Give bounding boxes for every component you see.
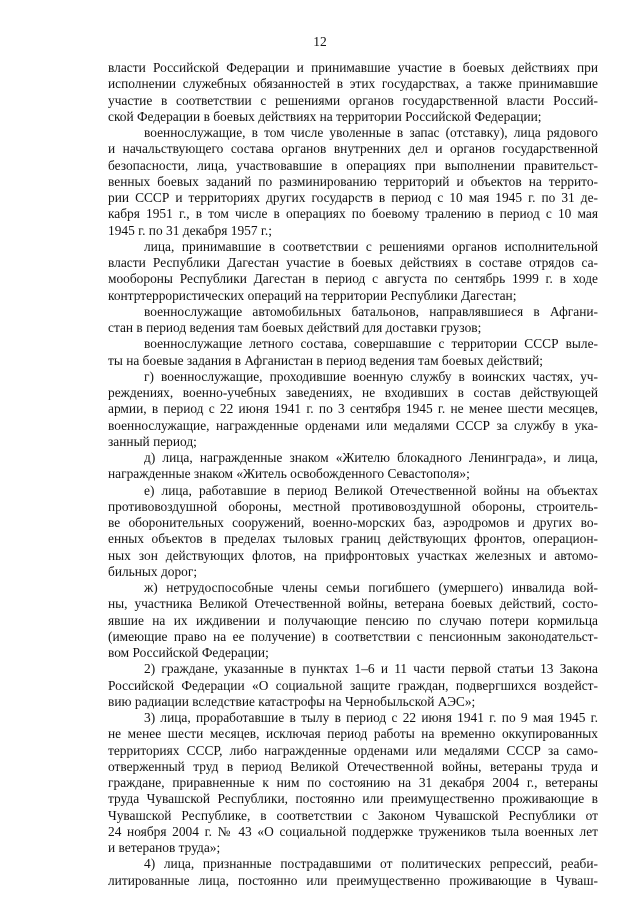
- text-line: награжденные знаком «Житель освобожденного Севастополя»;: [108, 466, 470, 482]
- text-line: ты на боевые задания в Афганистан в период ведения там боевых действий;: [108, 352, 543, 368]
- text-line: реждениях, военно-учебных заведениях, не входивших в состав действующей: [108, 385, 598, 400]
- text-line: е) лица, работавшие в период Великой Отечественной войны на объектах: [144, 482, 598, 498]
- text-line: 2) граждане, указанные в пунктах 1–6 и 11 части первой статьи 13 Закона: [144, 661, 598, 677]
- text-line: армии, в период с 22 июня 1941 г. по 3 сентября 1945 г. не менее шести месяцев,: [108, 401, 598, 417]
- body-text: [108, 60, 598, 889]
- text-line: власти Российской Федерации и принимавшие участие в боевых действиях при: [108, 60, 598, 75]
- text-line: Российской Федерации «О социальной защите граждан, подвергшихся воздейст-: [108, 677, 598, 693]
- text-line: (имеющие право на ее получение) в соответствии с пенсионным законодательст-: [108, 628, 598, 644]
- text-line: мообороны Республики Дагестан в период с августа по сентябрь 1999 г. в ходе: [108, 271, 598, 287]
- text-line: территориях СССР, либо награжденные орденами или медалями СССР за само-: [108, 742, 598, 758]
- text-line: военнослужащие летного состава, совершавшие с территории СССР выле-: [144, 336, 598, 352]
- text-line: военнослужащие, в том числе уволенные в запас (отставку), лица рядового: [144, 125, 598, 140]
- text-line: вию радиации вследствие катастрофы на Чернобыльской АЭС»;: [108, 693, 476, 709]
- text-line: д) лица, награжденные знаком «Жителю блокадного Ленинграда», и лица,: [144, 450, 598, 465]
- text-line: и начальствующего состава органов внутренних дел и органов государственной: [108, 141, 598, 157]
- text-line: безопасности, лица, участвовавшие в операциях при выполнении правительст-: [108, 157, 598, 173]
- text-line: и ветеранов труда»;: [108, 840, 221, 855]
- text-line: 24 ноября 2004 г. № 43 «О социальной поддержке тружеников тыла военных лет: [108, 823, 598, 839]
- text-line: ны, участника Великой Отечественной войны, ветерана боевых действий, состо-: [108, 596, 598, 612]
- text-line: труда Чувашской Республики, постоянно или преимущественно проживающие в: [108, 791, 598, 807]
- text-line: противовоздушной обороны, местной противовоздушной обороны, строитель-: [108, 498, 598, 514]
- text-line: вом Российской Федерации;: [108, 645, 269, 660]
- text-line: граждане, приравненные к ним по состоянию на 31 декабря 2004 г., ветераны: [108, 775, 598, 790]
- text-line: венных боевых заданий по разминированию территорий и объектов на террито-: [108, 173, 598, 189]
- text-line: участие в соответствии с решениями органов государственной власти Россий-: [108, 92, 598, 108]
- text-line: енных объектов в пределах тыловых границ действующих фронтов, операцион-: [108, 531, 598, 547]
- text-line: 3) лица, проработавшие в тылу в период с 22 июня 1941 г. по 9 мая 1945 г.: [144, 710, 598, 725]
- text-line: кабря 1951 г., в том числе в операциях по боевому тралению в период с 10 мая: [108, 206, 598, 222]
- text-line: бильных дорог;: [108, 563, 198, 579]
- text-line: 4) лица, признанные пострадавшими от политических репрессий, реаби-: [144, 856, 598, 872]
- text-line: рии СССР и территориях других государств в период с 10 мая 1945 г. по 31 де-: [108, 190, 598, 205]
- text-line: ве оборонительных сооружений, военно-морских баз, аэродромов и других во-: [108, 515, 598, 530]
- text-line: военнослужащие автомобильных батальонов, направлявшиеся в Афгани-: [144, 303, 598, 319]
- text-line: власти Республики Дагестан участие в боевых действиях в составе отрядов са-: [108, 255, 598, 270]
- page-number: 12: [313, 34, 327, 49]
- text-line: ской Федерации в боевых действиях на территории Российской Федерации;: [108, 108, 542, 124]
- text-line: 1945 г. по 31 декабря 1957 г.;: [108, 222, 272, 238]
- text-line: Чувашской Республике, в соответствии с Законом Чувашской Республики от: [108, 807, 598, 823]
- text-line: контртеррористических операций на территории Республики Дагестан;: [108, 287, 517, 303]
- text-line: занный период;: [108, 433, 197, 449]
- text-line: литированные лица, постоянно или преимущественно проживающие в Чуваш-: [108, 872, 598, 888]
- text-line: отверженный труд в период Великой Отечественной войны, ветераны труда и: [108, 758, 598, 774]
- text-line: стан в период ведения там боевых действий для доставки грузов;: [108, 320, 482, 335]
- text-line: военнослужащие, награжденные орденами или медалями СССР за службу в ука-: [108, 417, 598, 433]
- text-line: исполнении служебных обязанностей в этих государствах, а также принимавшие: [108, 76, 598, 92]
- text-line: г) военнослужащие, проходившие военную службу в воинских частях, уч-: [144, 368, 598, 384]
- text-line: ных зон действующих флотов, на прифронтовых участках железных и автомо-: [108, 547, 598, 563]
- text-line: ж) нетрудоспособные члены семьи погибшего (умершего) инвалида вой-: [144, 580, 598, 595]
- text-line: лица, принимавшие в соответствии с решениями органов исполнительной: [144, 238, 598, 254]
- text-line: не менее шести месяцев, исключая период работы на временно оккупированных: [108, 726, 598, 742]
- text-line: явшие на их иждивении и получающие пенсию по случаю потери кормильца: [108, 612, 598, 628]
